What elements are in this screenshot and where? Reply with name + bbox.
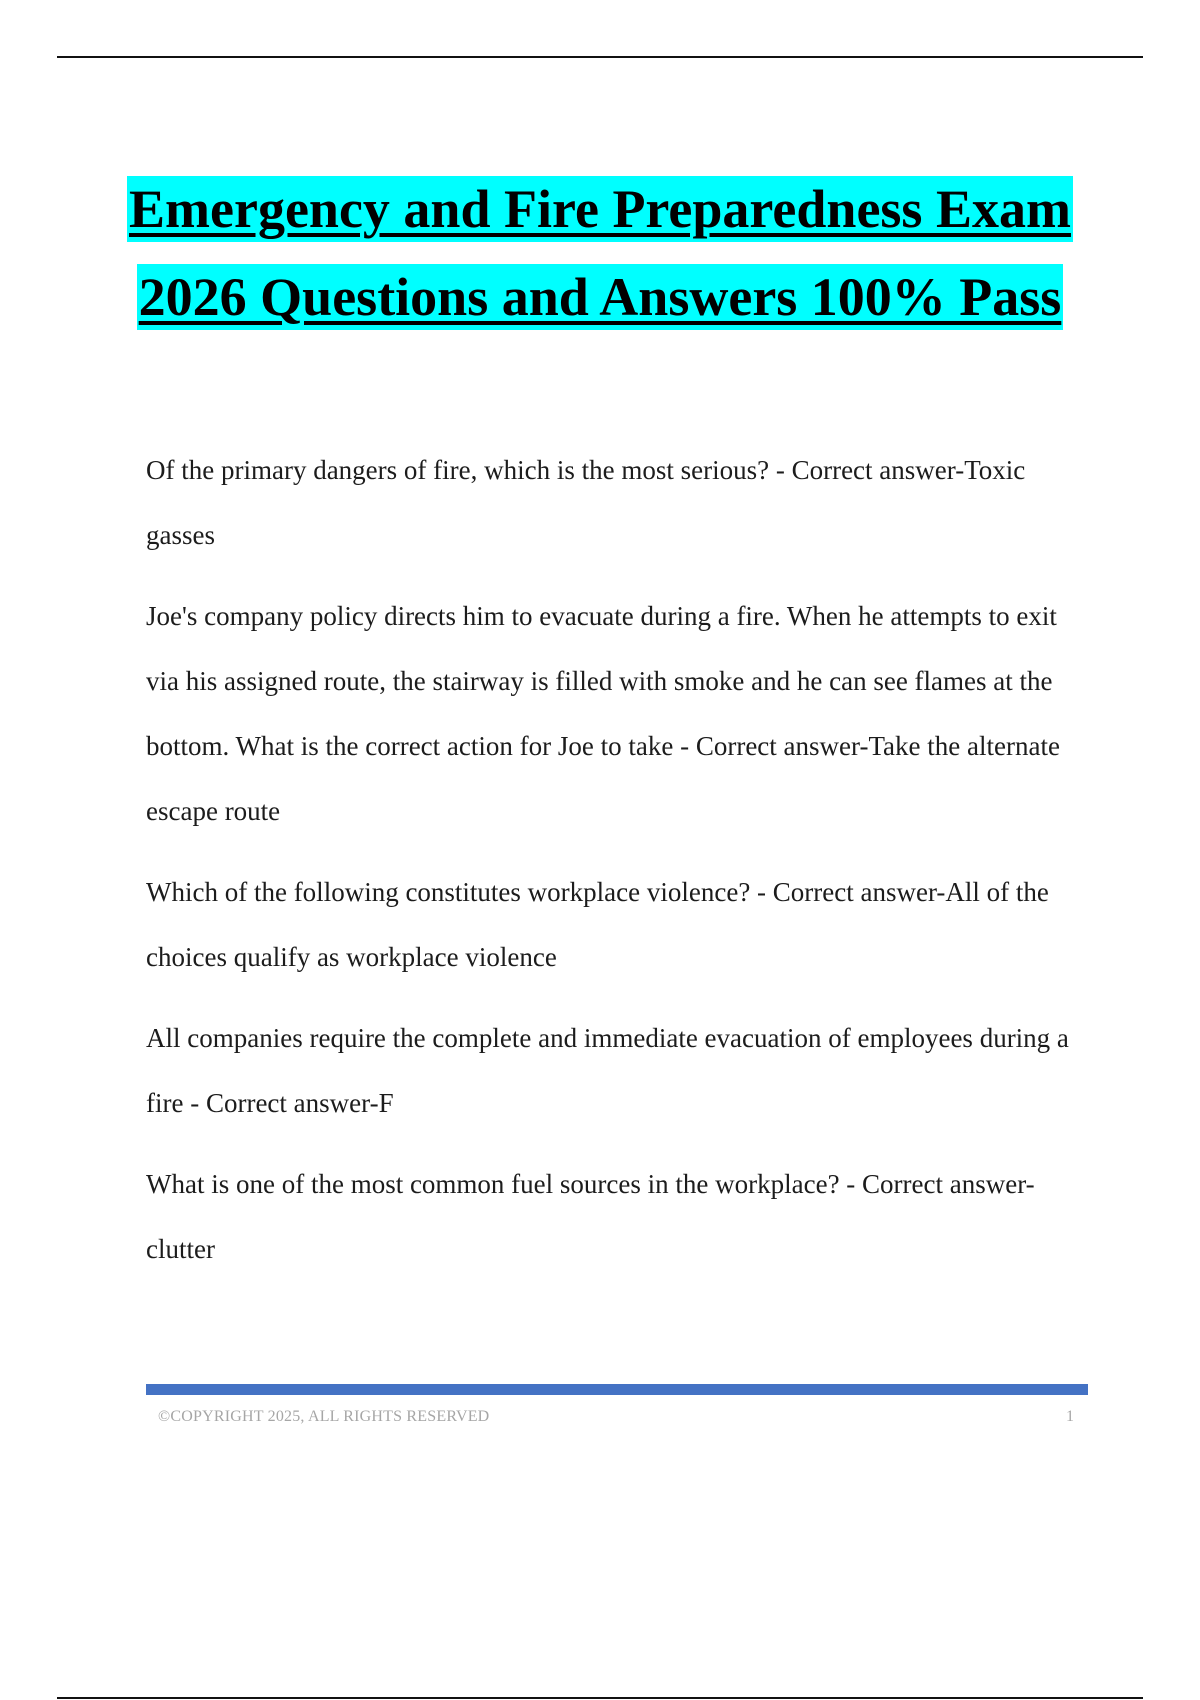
document-title <box>0 176 1200 330</box>
footer-bar <box>146 1384 1088 1395</box>
title-line-2: 2026 Questions and Answers 100% Pass <box>137 264 1064 330</box>
footer-copyright: ©COPYRIGHT 2025, ALL RIGHTS RESERVED <box>158 1408 490 1425</box>
title-line-1: Emergency and Fire Preparedness Exam <box>127 176 1073 242</box>
qa-list <box>146 438 1076 1298</box>
qa-item-4: All companies require the complete and immediate evacuation of employees during a fire - Correct answer-F <box>146 1023 1069 1118</box>
qa-item-1: Of the primary dangers of fire, which is the most serious? - Correct answer-Toxic gasses <box>146 455 1026 550</box>
qa-item-3: Which of the following constitutes workplace violence? - Correct answer-All of the choices qualify as workplace violence <box>146 877 1049 972</box>
bottom-rule <box>57 1697 1143 1699</box>
footer-page-number: 1 <box>1066 1408 1074 1425</box>
top-rule <box>57 56 1143 58</box>
qa-item-2: Joe's company policy directs him to evacuate during a fire. When he attempts to exit via his assigned route, the stairway is filled with smoke and he can see flames at the bottom. What is the correct action for Joe to take - Correct answer-Take the alternate escape route <box>146 601 1060 826</box>
qa-item-5: What is one of the most common fuel sources in the workplace? - Correct answer-clutter <box>146 1169 1035 1264</box>
